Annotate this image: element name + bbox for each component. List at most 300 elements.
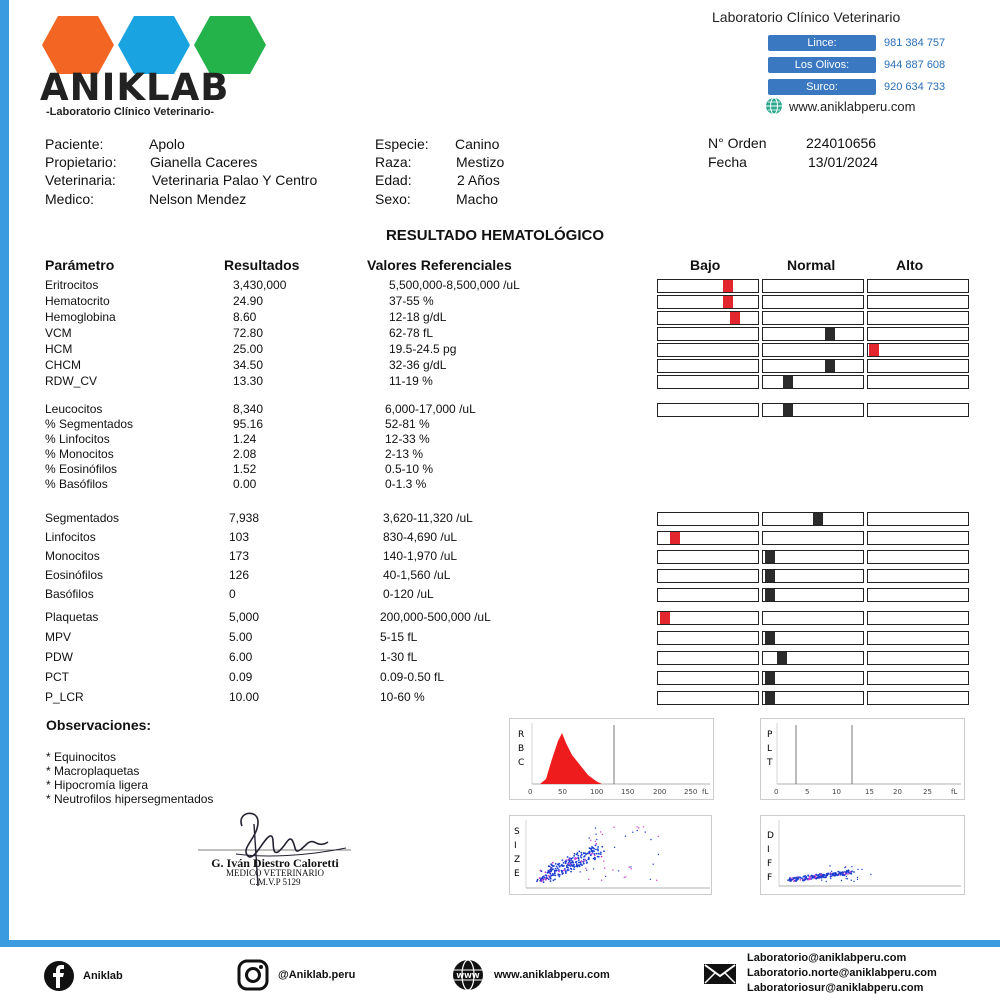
range-high-box — [867, 327, 969, 341]
range-high-box — [867, 359, 969, 373]
range-normal-box — [762, 375, 864, 389]
range-low-box — [657, 343, 759, 357]
range-low-box — [657, 651, 759, 665]
parameter-name: Plaquetas — [45, 610, 99, 624]
phone-number: 981 384 757 — [884, 37, 946, 49]
size-scatter-dot — [552, 865, 554, 867]
phone-number: 944 887 608 — [884, 59, 946, 71]
size-scatter-dot — [559, 874, 561, 876]
parameter-name: RDW_CV — [45, 374, 98, 388]
footer-instagram[interactable] — [236, 958, 355, 992]
www-globe-icon — [450, 958, 486, 992]
observation-item: * Neutrofilos hipersegmentados — [46, 792, 214, 806]
diff-scatter-dot — [846, 876, 847, 877]
parameter-name: Eosinófilos — [45, 568, 104, 582]
diff-scatter-dot — [830, 875, 832, 877]
rbc-histogram — [509, 718, 714, 800]
size-scatter-dot — [581, 864, 583, 866]
result-row — [0, 650, 1000, 666]
diff-scatter-dot — [800, 879, 802, 881]
raza-value: Mestizo — [456, 154, 505, 170]
size-scatter-dot — [614, 847, 615, 848]
parameter-name: Monocitos — [45, 549, 100, 563]
range-indicator — [657, 279, 970, 293]
observation-item: * Hipocromía ligera — [46, 778, 149, 792]
size-label-letter: Z — [514, 855, 521, 865]
diff-scatter-dot — [853, 881, 854, 882]
diff-scatter-dot — [808, 879, 810, 881]
size-scatter-dot — [577, 852, 579, 854]
result-row — [0, 549, 1000, 565]
sexo-label: Sexo: — [375, 191, 411, 207]
reference-range: 830-4,690 /uL — [383, 530, 458, 544]
size-scatter-dot — [554, 879, 556, 881]
size-scatter-dot — [594, 853, 596, 855]
parameter-name: Segmentados — [45, 511, 120, 525]
range-indicator — [657, 569, 970, 583]
range-marker — [783, 376, 793, 388]
result-value: 95.16 — [233, 417, 264, 431]
veterinaria-value: Veterinaria Palao Y Centro — [152, 172, 318, 188]
size-scatter-dot — [650, 879, 651, 880]
size-scatter-dot — [629, 867, 630, 868]
size-scatter-dot — [605, 876, 606, 877]
diff-scatter-dot — [827, 873, 828, 874]
size-scatter-dot — [573, 868, 575, 870]
range-high-box — [867, 671, 969, 685]
parameter-name: P_LCR — [45, 690, 84, 704]
plt-label-letter: P — [767, 730, 773, 740]
size-scatter-dot — [570, 865, 572, 867]
email-link[interactable]: Laboratorio.norte@aniklabperu.com — [747, 967, 937, 979]
result-value: 24.90 — [233, 294, 264, 308]
observation-item: * Equinocitos — [46, 750, 117, 764]
result-row — [0, 278, 1000, 294]
diff-scatter-dot — [837, 874, 839, 876]
size-scatter-dot — [572, 857, 574, 859]
range-low-box — [657, 512, 759, 526]
result-value: 173 — [229, 549, 250, 563]
footer-website[interactable] — [450, 958, 610, 992]
diff-scatter-plot — [760, 815, 965, 895]
size-scatter-dot — [561, 871, 563, 873]
range-high-box — [867, 631, 969, 645]
diff-scatter-dot — [802, 879, 804, 881]
range-marker — [765, 692, 775, 704]
reference-range: 0-1.3 % — [385, 477, 427, 491]
result-row — [0, 690, 1000, 706]
result-value: 0.09 — [229, 670, 253, 684]
size-scatter-dot — [585, 868, 586, 869]
size-scatter-dot — [576, 863, 578, 865]
fecha-value: 13/01/2024 — [808, 154, 879, 170]
reference-range: 5,500,000-8,500,000 /uL — [389, 278, 520, 292]
rbc-label-letter: B — [518, 744, 525, 754]
size-scatter-dot — [552, 869, 554, 871]
range-high-box — [867, 403, 969, 417]
range-normal-box — [762, 311, 864, 325]
size-scatter-dot — [577, 855, 579, 857]
size-scatter-dot — [596, 853, 598, 855]
parameter-name: % Eosinófilos — [45, 462, 118, 476]
size-scatter-dot — [589, 837, 590, 838]
size-scatter-dot — [650, 839, 651, 840]
report-title: RESULTADO HEMATOLÓGICO — [385, 227, 605, 244]
bottom-accent-bar — [0, 940, 1000, 947]
reference-range: 32-36 g/dL — [389, 358, 447, 372]
size-scatter-dot — [552, 873, 554, 875]
result-value: 10.00 — [229, 690, 260, 704]
orden-label: N° Orden — [708, 135, 767, 151]
result-value: 1.24 — [233, 432, 257, 446]
range-indicator — [657, 359, 970, 373]
size-scatter-dot — [618, 870, 619, 871]
instagram-label: @Aniklab.peru — [278, 969, 356, 981]
size-scatter-dot — [658, 854, 659, 855]
result-value: 5.00 — [229, 630, 253, 644]
header-parametro: Parámetro — [45, 257, 115, 273]
range-low-box — [657, 631, 759, 645]
reference-range: 1-30 fL — [380, 650, 418, 664]
orden-value: 224010656 — [806, 135, 877, 151]
size-scatter-dot — [601, 856, 603, 858]
plt-tick: 20 — [893, 788, 902, 796]
size-scatter-dot — [546, 876, 548, 878]
range-high-box — [867, 279, 969, 293]
size-scatter-dot — [568, 869, 570, 871]
size-scatter-dot — [548, 878, 550, 880]
result-row — [0, 402, 1000, 418]
reference-range: 0.5-10 % — [385, 462, 434, 476]
diff-scatter-dot — [809, 876, 811, 878]
size-scatter-dot — [613, 827, 614, 828]
reference-range: 200,000-500,000 /uL — [380, 610, 491, 624]
size-scatter-dot — [658, 836, 659, 837]
range-low-box — [657, 359, 759, 373]
size-scatter-dot — [581, 854, 583, 856]
phone-surco — [768, 79, 978, 95]
rbc-tick: fL — [702, 788, 709, 796]
parameter-name: Eritrocitos — [45, 278, 99, 292]
range-high-box — [867, 512, 969, 526]
size-scatter-dot — [575, 861, 577, 863]
size-scatter-dot — [600, 831, 601, 832]
range-marker — [765, 632, 775, 644]
range-normal-box — [762, 550, 864, 564]
brand-subtitle: -Laboratorio Clínico Veterinario- — [46, 106, 215, 118]
result-value: 8,340 — [233, 402, 264, 416]
result-row — [0, 310, 1000, 326]
range-marker — [869, 344, 879, 356]
size-scatter-dot — [590, 840, 591, 841]
diff-scatter-dot — [811, 878, 813, 880]
size-scatter-dot — [558, 871, 560, 873]
result-row — [0, 670, 1000, 686]
range-marker — [730, 312, 740, 324]
range-normal-box — [762, 588, 864, 602]
size-scatter-dot — [593, 848, 595, 850]
result-value: 3,430,000 — [233, 278, 287, 292]
range-low-box — [657, 295, 759, 309]
result-row — [0, 294, 1000, 310]
size-scatter-dot — [595, 834, 596, 835]
size-scatter-dot — [555, 863, 557, 865]
especie-label: Especie: — [375, 136, 429, 152]
diff-scatter-dot — [787, 879, 789, 881]
result-value: 5,000 — [229, 610, 260, 624]
size-scatter-dot — [584, 855, 586, 857]
result-row — [0, 447, 1000, 463]
result-value: 25.00 — [233, 342, 264, 356]
size-scatter-dot — [593, 868, 594, 869]
lab-title: Laboratorio Clínico Veterinario — [712, 9, 901, 25]
size-scatter-dot — [593, 858, 595, 860]
size-scatter-dot — [548, 865, 550, 867]
size-scatter-dot — [559, 876, 561, 878]
diff-scatter-dot — [829, 865, 830, 866]
range-normal-box — [762, 671, 864, 685]
reference-range: 52-81 % — [385, 417, 430, 431]
diff-scatter-dot — [803, 876, 805, 878]
diff-scatter-dot — [826, 881, 827, 882]
paciente-label: Paciente: — [45, 136, 104, 152]
size-scatter-dot — [585, 860, 587, 862]
parameter-name: PCT — [45, 670, 69, 684]
range-low-box — [657, 588, 759, 602]
size-scatter-dot — [595, 843, 597, 845]
size-scatter-dot — [541, 880, 543, 882]
parameter-name: Leucocitos — [45, 402, 103, 416]
size-scatter-dot — [596, 839, 597, 840]
reference-range: 6,000-17,000 /uL — [385, 402, 476, 416]
medico-label: Medico: — [45, 191, 95, 207]
range-indicator — [657, 550, 970, 564]
size-scatter-dot — [550, 870, 552, 872]
size-scatter-dot — [598, 853, 600, 855]
diff-label-letter: D — [767, 831, 774, 841]
sexo-value: Macho — [456, 191, 499, 207]
range-normal-box — [762, 631, 864, 645]
size-scatter-dot — [585, 859, 586, 860]
size-scatter-dot — [549, 869, 551, 871]
size-scatter-dot — [572, 865, 574, 867]
parameter-name: % Segmentados — [45, 417, 134, 431]
range-normal-box — [762, 531, 864, 545]
parameter-name: HCM — [45, 342, 73, 356]
size-scatter-dot — [566, 866, 568, 868]
parameter-name: % Linfocitos — [45, 432, 110, 446]
size-scatter-dot — [580, 857, 582, 859]
result-value: 13.30 — [233, 374, 264, 388]
facebook-icon — [43, 960, 75, 992]
size-label-letter: I — [514, 841, 517, 851]
diff-scatter-dot — [789, 877, 791, 879]
parameter-name: VCM — [45, 326, 72, 340]
size-scatter-dot — [556, 866, 558, 868]
diff-scatter-dot — [844, 874, 846, 876]
diff-scatter-dot — [831, 871, 832, 872]
header-alto: Alto — [896, 257, 924, 273]
size-scatter-dot — [570, 871, 572, 873]
result-row — [0, 511, 1000, 527]
diff-label-letter: F — [767, 873, 773, 883]
diff-scatter-dot — [806, 878, 808, 880]
size-scatter-dot — [539, 877, 541, 879]
size-scatter-dot — [565, 871, 567, 873]
reference-range: 2-13 % — [385, 447, 424, 461]
result-row — [0, 342, 1000, 358]
size-scatter-dot — [583, 861, 585, 863]
range-marker — [765, 672, 775, 684]
size-scatter-dot — [563, 862, 565, 864]
globe-icon — [765, 97, 783, 115]
size-scatter-dot — [638, 827, 639, 828]
diff-scatter-dot — [857, 877, 858, 878]
brand-logo-text: ANIKLAB — [40, 66, 230, 109]
size-scatter-dot — [602, 834, 603, 835]
result-value: 2.08 — [233, 447, 257, 461]
header-website[interactable] — [765, 97, 915, 115]
diff-scatter-dot — [861, 869, 862, 870]
plt-tick: 0 — [774, 788, 779, 796]
size-scatter-dot — [555, 875, 557, 877]
size-scatter-dot — [653, 864, 654, 865]
size-scatter-dot — [557, 867, 559, 869]
size-scatter-dot — [550, 880, 552, 882]
result-value: 6.00 — [229, 650, 253, 664]
especie-value: Canino — [455, 136, 500, 152]
size-scatter-dot — [544, 878, 546, 880]
range-low-box — [657, 279, 759, 293]
diff-scatter-dot — [857, 879, 858, 880]
email-link[interactable]: Laboratorio@aniklabperu.com — [747, 952, 907, 964]
diff-scatter-dot — [840, 873, 842, 875]
size-scatter-dot — [577, 857, 579, 859]
range-high-box — [867, 311, 969, 325]
range-marker — [765, 570, 775, 582]
phone-number: 920 634 733 — [884, 81, 946, 93]
diff-scatter-dot — [847, 871, 849, 873]
email-link[interactable]: Laboratoriosur@aniklabperu.com — [747, 982, 924, 994]
size-scatter-dot — [588, 879, 589, 880]
size-scatter-dot — [578, 859, 580, 861]
size-scatter-dot — [588, 858, 590, 860]
result-value: 72.80 — [233, 326, 264, 340]
size-scatter-dot — [597, 848, 599, 850]
size-scatter-dot — [542, 876, 544, 878]
reference-range: 12-33 % — [385, 432, 430, 446]
diff-scatter-dot — [830, 873, 832, 875]
phone-label: Surco: — [768, 79, 876, 95]
signature-name: G. Iván Diestro Caloretti — [211, 856, 339, 870]
diff-scatter-dot — [811, 875, 813, 877]
plt-tick: 15 — [865, 788, 874, 796]
result-value: 126 — [229, 568, 250, 582]
phone-lince — [768, 35, 978, 51]
size-scatter-dot — [595, 845, 597, 847]
size-scatter-dot — [595, 827, 596, 828]
result-value: 7,938 — [229, 511, 260, 525]
diff-scatter-dot — [847, 878, 848, 879]
size-scatter-dot — [583, 863, 585, 865]
parameter-name: MPV — [45, 630, 72, 644]
size-scatter-dot — [537, 879, 539, 881]
size-scatter-dot — [570, 868, 572, 870]
result-value: 0.00 — [233, 477, 257, 491]
range-low-box — [657, 311, 759, 325]
size-scatter-dot — [631, 868, 632, 869]
range-marker — [825, 328, 835, 340]
reference-range: 40-1,560 /uL — [383, 568, 451, 582]
range-high-box — [867, 375, 969, 389]
diff-scatter-dot — [804, 875, 806, 877]
parameter-name: Hemoglobina — [45, 310, 116, 324]
size-scatter-dot — [567, 856, 569, 858]
size-scatter-dot — [591, 853, 593, 855]
size-scatter-plot — [509, 815, 712, 895]
result-row — [0, 568, 1000, 584]
parameter-name: PDW — [45, 650, 73, 664]
range-marker — [777, 652, 787, 664]
reference-range: 0-120 /uL — [383, 587, 434, 601]
diff-scatter-dot — [813, 876, 815, 878]
diff-scatter-dot — [795, 879, 797, 881]
size-scatter-dot — [576, 858, 578, 860]
size-scatter-dot — [545, 871, 547, 873]
result-row — [0, 630, 1000, 646]
range-normal-box — [762, 327, 864, 341]
range-normal-box — [762, 611, 864, 625]
size-scatter-dot — [637, 830, 638, 831]
size-scatter-dot — [568, 865, 570, 867]
size-scatter-dot — [579, 851, 581, 853]
size-scatter-dot — [578, 862, 580, 864]
range-indicator — [657, 403, 970, 417]
size-scatter-dot — [579, 861, 581, 863]
parameter-name: % Basófilos — [45, 477, 108, 491]
rbc-tick: 150 — [621, 788, 635, 796]
size-scatter-dot — [601, 846, 603, 848]
propietario-label: Propietario: — [45, 154, 117, 170]
range-indicator — [657, 631, 970, 645]
size-scatter-dot — [580, 863, 582, 865]
result-row — [0, 358, 1000, 374]
footer-facebook[interactable] — [43, 960, 123, 992]
mail-icon — [703, 963, 737, 985]
diff-label-letter: F — [767, 859, 773, 869]
range-normal-box — [762, 343, 864, 357]
range-high-box — [867, 588, 969, 602]
range-low-box — [657, 327, 759, 341]
size-scatter-dot — [562, 859, 564, 861]
diff-scatter-dot — [807, 874, 809, 876]
range-low-box — [657, 671, 759, 685]
diff-scatter-dot — [851, 866, 852, 867]
size-scatter-dot — [550, 875, 552, 877]
diff-scatter-dot — [839, 871, 841, 873]
size-scatter-dot — [612, 869, 613, 870]
paciente-value: Apolo — [149, 136, 185, 152]
facebook-label: Aniklab — [83, 970, 123, 982]
diff-scatter-dot — [841, 880, 842, 881]
header-normal: Normal — [787, 257, 836, 273]
size-scatter-dot — [550, 878, 552, 880]
header-bajo: Bajo — [690, 257, 721, 273]
range-indicator — [657, 651, 970, 665]
range-high-box — [867, 343, 969, 357]
diff-label-letter: I — [767, 845, 770, 855]
range-marker — [723, 296, 733, 308]
